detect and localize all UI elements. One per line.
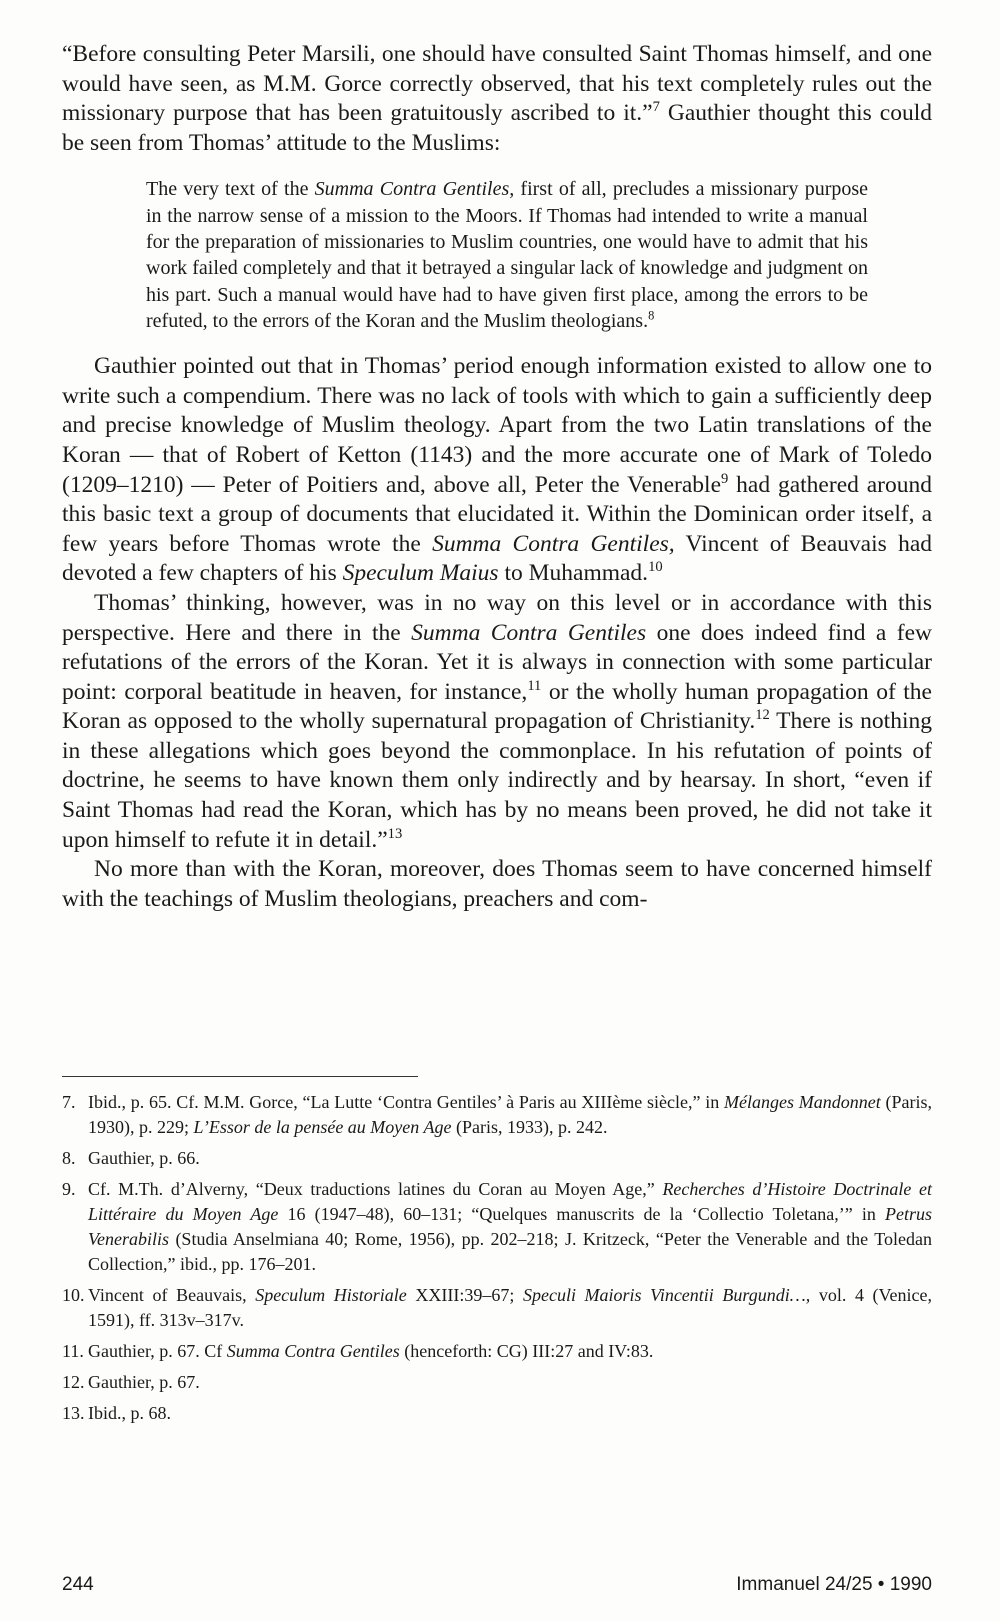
footnote-ref-11[interactable]: 11 — [527, 677, 542, 694]
footnote-12: 12. Gauthier, p. 67. — [62, 1372, 200, 1392]
footnote-7: 7. Ibid., p. 65. Cf. M.M. Gorce, “La Lutte ‘Contra Gentiles’ à Paris au XIIIème siècle,” in Mélanges Mandonnet (Paris, 1930), p. 229; L’Essor de la pensée au Moyen Age (Paris, 1933), p. 242. — [62, 1092, 932, 1137]
footnote-10: 10. Vincent of Beauvais, Speculum Historiale XXIII:39–67; Speculi Maioris Vincentii Burgundi…, vol. 4 (Venice, 1591), ff. 313v–317v. — [62, 1285, 933, 1330]
main-text — [62, 40, 932, 914]
footnote-ref-13[interactable]: 13 — [387, 825, 403, 842]
footnote-13: 13. Ibid., p. 68. — [62, 1403, 171, 1423]
footnote-ref-10[interactable]: 10 — [648, 559, 663, 576]
footnote-ref-12[interactable]: 12 — [755, 707, 770, 724]
paragraph-3: Thomas’ thinking, however, was in no way on this level or in accordance with this perspective. Here and there in the Summa Contra Gentiles one does indeed find a few refutations of the errors of the Koran. Yet it is always in connection with some particular point: corporal beatitude in heaven, for instance,$^{11}$ or the wholly human propagation of the Koran as opposed to the wholly supernatural propagation of Christianity.$^{12}$ There is nothing in these allegations which goes beyond the commonplace. In his refutation of points of doctrine, he seems to have known them only indirectly and by hearsay. In short, “even if Saint Thomas had read the Koran, which has by no means been proved, he did not take it upon himself to refute it in detail.”$^{13}$ — [62, 589, 932, 853]
footnote-divider — [62, 1076, 418, 1077]
paragraph-4: No more than with the Koran, moreover, does Thomas seem to have concerned himself with the teachings of Muslim theologians, preachers and com- — [62, 856, 932, 912]
paragraph-2: Gauthier pointed out that in Thomas’ period enough information existed to allow one to write such a compendium. There was no lack of tools with which to gain a sufficiently deep and precise knowledge of Muslim theology. Apart from the two Latin translations of the Koran — that of Robert of Ketton (1143) and the more accurate one of Mark of Toledo (1209–1210) — Peter of Poitiers and, above all, Peter the Venerable$^9$ had gathered around this basic text a group of documents that elucidated it. Within the Dominican order itself, a few years before Thomas wrote the Summa Contra Gentiles, Vincent of Beauvais had devoted a few chapters of his Speculum Maius to Muhammad.$^{10}$ — [62, 353, 933, 587]
footnotes — [62, 1090, 932, 1432]
paragraph-1: “Before consulting Peter Marsili, one should have consulted Saint Thomas himself, and one would have seen, as M.M. Gorce correctly observed, that his text completely rules out the missionary purpose that has been gratuitously ascribed to it.”$^7$ Gauthier thought this could be seen from Thomas’ attitude to the Muslims: — [62, 41, 932, 156]
page-number: 244 — [62, 1574, 94, 1595]
footnote-ref-8[interactable]: 8 — [648, 308, 655, 323]
footnote-9: 9. Cf. M.Th. d’Alverny, “Deux traductions latines du Coran au Moyen Age,” Recherches d’Histoire Doctrinale et Littéraire du Moyen Age 16 (1947–48), 60–131; “Quelques manuscrits de la ‘Collectio Toletana,’” in Petrus Venerabilis (Studia Anselmiana 40; Rome, 1956), pp. 202–218; J. Kritzeck, “Peter the Venerable and the Toledan Collection,” ibid., pp. 176–201. — [62, 1179, 932, 1274]
footnote-8: 8. Gauthier, p. 66. — [62, 1148, 200, 1168]
block-quote: The very text of the Summa Contra Gentiles, first of all, precludes a missionary purpose in the narrow sense of a mission to the Moors. If Thomas had intended to write a manual for the preparation of missionaries to Muslim countries, one would have to admit that his work failed completely and that it betrayed a singular lack of knowledge and judgment on his part. Such a manual would have had to have given first place, among the errors to be refuted, to the errors of the Koran and the Muslim theologians.$^8$ — [146, 178, 869, 332]
journal-citation: Immanuel 24/25 • 1990 — [736, 1574, 932, 1595]
footnote-ref-7[interactable]: 7 — [652, 99, 660, 116]
footnote-11: 11. Gauthier, p. 67. Cf Summa Contra Gentiles (henceforth: CG) III:27 and IV:83. — [62, 1341, 654, 1361]
footnote-ref-9[interactable]: 9 — [721, 470, 729, 487]
